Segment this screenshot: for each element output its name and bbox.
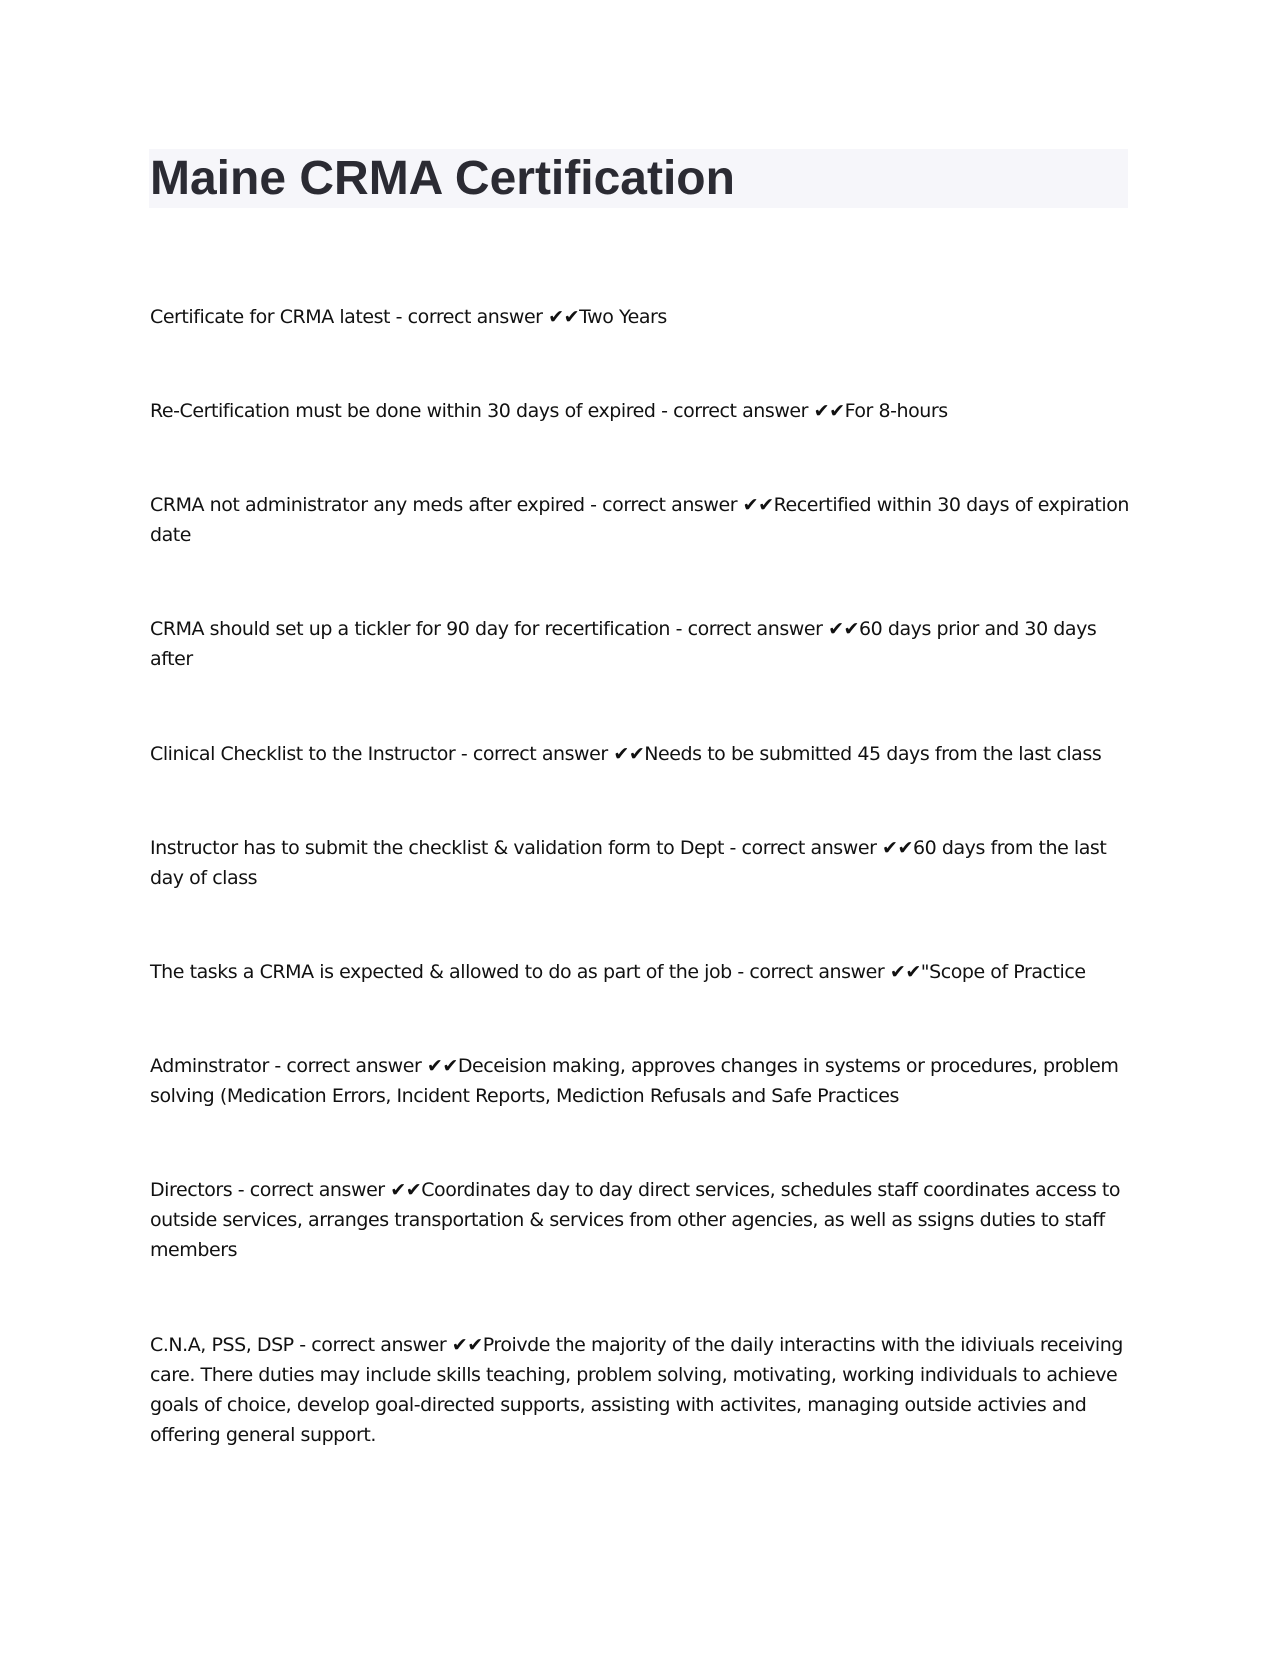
answer-text: For 8-hours [844,400,948,422]
question-text: CRMA not administrator any meds after expired [150,494,585,516]
question-text: Directors [150,1179,233,1201]
check-marks-icon: ✔✔ [882,837,913,859]
qa-item [150,1175,1130,1265]
question-text: The tasks a CRMA is expected & allowed to do as part of the job [150,961,732,983]
qa-item [150,1330,1130,1450]
answer-marker: - correct answer [455,743,614,765]
answer-marker: - correct answer [584,494,743,516]
answer-marker: - correct answer [723,837,883,859]
answer-text: Deceision making, approves changes in systems or procedures, problem solving (Medication Errors, Incident Reports, Mediction Refusals and Safe Practices [150,1055,1119,1107]
question-text: Clinical Checklist to the Instructor [150,743,456,765]
answer-text: Needs to be submitted 45 days from the last class [644,743,1102,765]
check-marks-icon: ✔✔ [426,1055,458,1077]
check-marks-icon: ✔✔ [613,743,645,765]
answer-text: Proivde the majority of the daily interactins with the idiviuals receiving care. There duties may include skills teaching, problem solving, motivating, working individuals to achieve goals of choice, develop goal-directed supports, assisting with activites, managing outside activies and offering general support. [150,1334,1123,1446]
answer-marker: - correct answer [268,1055,427,1077]
qa-item [150,302,1130,332]
answer-text: Recertified within 30 days of expiration date [150,494,1130,546]
qa-item [150,614,1130,674]
check-marks-icon: ✔✔ [451,1334,483,1356]
answer-text: 60 days from the last day of class [150,837,1107,889]
answer-text: Two Years [579,306,667,328]
check-marks-icon: ✔✔ [548,306,580,328]
check-marks-icon: ✔✔ [390,1179,422,1201]
question-text: Adminstrator [150,1055,269,1077]
qa-item [150,957,1130,987]
check-marks-icon: ✔✔ [742,494,774,516]
answer-marker: - correct answer [390,306,549,328]
question-text: Certificate for CRMA latest [150,306,391,328]
answer-text: "Scope of Practice [920,961,1086,983]
check-marks-icon: ✔✔ [813,400,845,422]
qa-item [150,833,1130,893]
question-text: Instructor has to submit the checklist & validation form to Dept [150,837,724,859]
qa-item [150,1051,1130,1111]
question-text: Re-Certification must be done within 30 days of expired [150,400,656,422]
qa-item [150,490,1130,550]
answer-marker: - correct answer [232,1179,391,1201]
answer-text: 60 days prior and 30 days after [150,618,1097,670]
answer-marker: - correct answer [731,961,890,983]
qa-item [150,396,1130,426]
qa-item [150,739,1130,769]
answer-text: Coordinates day to day direct services, schedules staff coordinates access to outside services, arranges transportation & services from other agencies, as well as ssigns duties to staff members [150,1179,1121,1261]
check-marks-icon: ✔✔ [828,618,860,640]
answer-marker: - correct answer [293,1334,452,1356]
answer-marker: - correct answer [655,400,814,422]
document-title: Maine CRMA Certification [150,152,735,205]
answer-marker: - correct answer [669,618,829,640]
check-marks-icon: ✔✔ [889,961,921,983]
question-text: CRMA should set up a tickler for 90 day for recertification [150,618,670,640]
question-text: C.N.A, PSS, DSP [150,1334,294,1356]
